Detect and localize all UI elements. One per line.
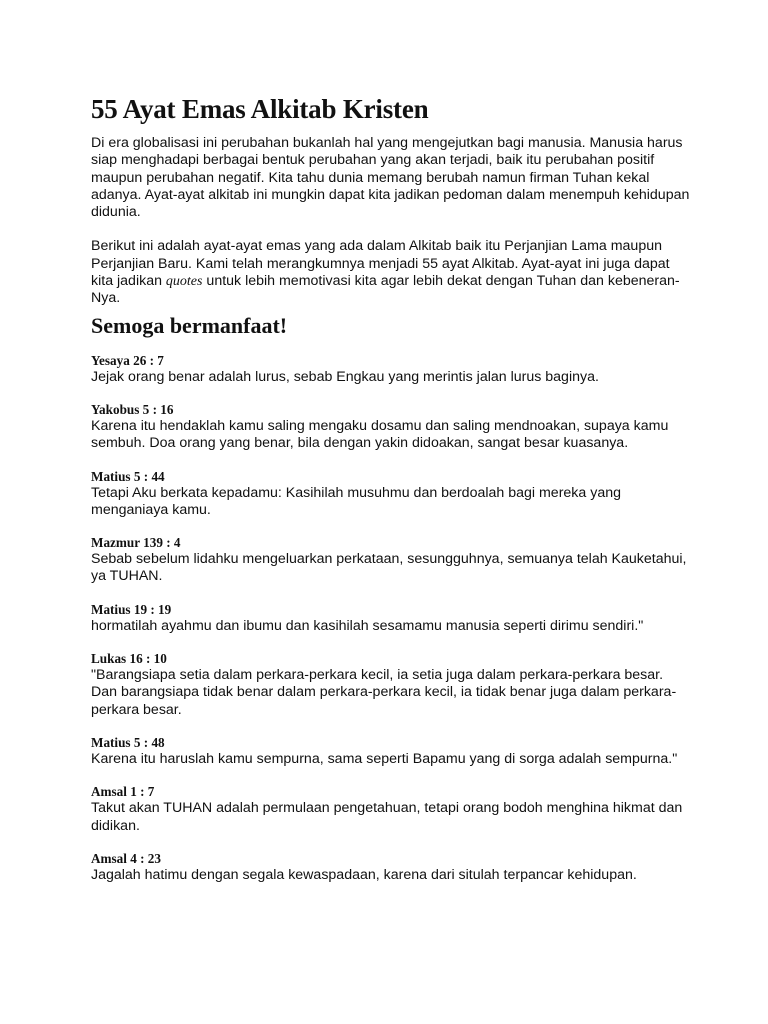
summary-text-end: untuk lebih memotivasi kita agar lebih dekat dengan Tuhan dan kebeneran-Nya.	[91, 273, 680, 307]
verse-item	[91, 784, 691, 835]
verse-item	[91, 851, 691, 884]
section-subtitle: Semoga bermanfaat!	[91, 312, 288, 338]
verse-reference: Yesaya 26 : 7	[91, 352, 164, 368]
verse-item	[91, 353, 691, 386]
verse-item	[91, 402, 691, 453]
verse-reference: Yakobus 5 : 16	[91, 401, 174, 417]
verse-item	[91, 535, 691, 586]
verse-text: hormatilah ayahmu dan ibumu dan kasihilah sesamamu manusia seperti dirimu sendiri."	[91, 617, 644, 634]
document-page	[91, 92, 691, 900]
verse-list	[91, 353, 691, 884]
verse-item	[91, 469, 691, 520]
verse-item	[91, 602, 691, 635]
quotes-word: quotes	[165, 274, 203, 290]
verse-reference: Matius 5 : 48	[91, 734, 165, 750]
verse-text: Karena itu haruslah kamu sempurna, sama seperti Bapamu yang di sorga adalah sempurna."	[91, 750, 678, 767]
verse-reference: Matius 19 : 19	[91, 601, 172, 617]
verse-reference: Matius 5 : 44	[91, 468, 165, 484]
page-title: 55 Ayat Emas Alkitab Kristen	[91, 94, 429, 124]
verse-reference: Lukas 16 : 10	[91, 651, 167, 667]
verse-item	[91, 651, 691, 719]
verse-text: Jagalah hatimu dengan segala kewaspadaan, karena dari situlah terpancar kehidupan.	[91, 866, 637, 883]
verse-text: Jejak orang benar adalah lurus, sebab Engkau yang merintis jalan lurus baginya.	[91, 368, 599, 385]
verse-text: Takut akan TUHAN adalah permulaan pengetahuan, tetapi orang bodoh menghina hikmat dan didikan.	[91, 800, 683, 834]
summary-text-start: Berikut ini adalah ayat-ayat emas yang ada dalam Alkitab baik itu Perjanjian Lama maupun Perjanjian Baru. Kami telah merangkumnya menjadi 55 ayat Alkitab. Ayat-ayat ini juga dapat kita jadikan	[91, 238, 670, 290]
verse-reference: Amsal 1 : 7	[91, 784, 155, 800]
verse-reference: Amsal 4 : 23	[91, 850, 161, 866]
verse-text: Tetapi Aku berkata kepadamu: Kasihilah musuhmu dan berdoalah bagi mereka yang menganiaya kamu.	[91, 484, 621, 518]
verse-text: "Barangsiapa setia dalam perkara-perkara kecil, ia setia juga dalam perkara-perkara besar. Dan barangsiapa tidak benar dalam perkara-perkara kecil, ia tidak benar juga dalam perkara-perkara besar.	[91, 667, 677, 718]
summary-paragraph	[91, 238, 691, 307]
verse-reference: Mazmur 139 : 4	[91, 535, 181, 551]
verse-item	[91, 735, 691, 768]
verse-text: Karena itu hendaklah kamu saling mengaku dosamu dan saling mendnoakan, supaya kamu sembuh. Doa orang yang benar, bila dengan yakin didoakan, sangat besar kuasanya.	[91, 417, 669, 452]
verse-text: Sebab sebelum lidahku mengeluarkan perkataan, sesungguhnya, semuanya telah Kauketahui, ya TUHAN.	[91, 551, 687, 585]
intro-paragraph: Di era globalisasi ini perubahan bukanlah hal yang mengejutkan bagi manusia. Manusia harus siap menghadapi berbagai bentuk perubahan yang akan terjadi, baik itu perubahan positif maupun perubahan negatif. Kita tahu dunia memang berubah namun firman Tuhan kekal adanya. Ayat-ayat alkitab ini mungkin dapat kita jadikan pedoman dalam menempuh kehidupan didunia.	[91, 135, 690, 221]
